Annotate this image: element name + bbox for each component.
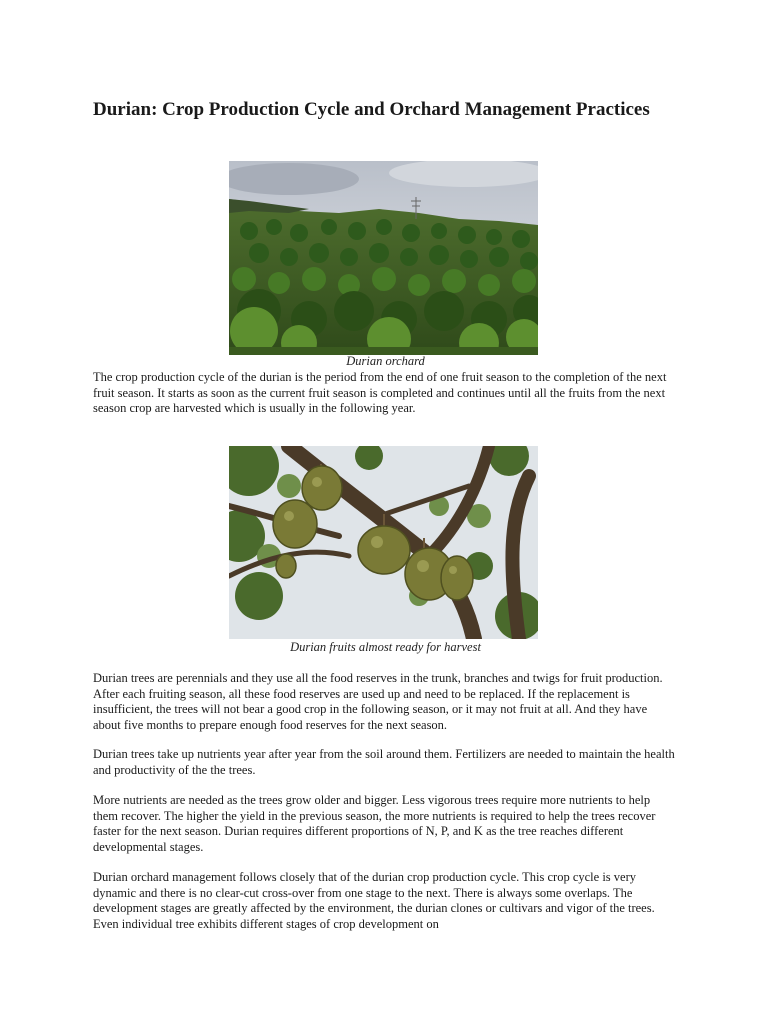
durian-fruits-photo — [229, 446, 538, 639]
document-header — [93, 98, 678, 121]
figure-caption-orchard: Durian orchard — [346, 354, 425, 368]
page-title: Durian: Crop Production Cycle and Orchard Management Practices — [93, 99, 650, 120]
paragraph-4: More nutrients are needed as the trees grow older and bigger. Less vigorous trees require more nutrients to help them recover. The higher the yield in the previous season, the more nutrients is required to help the trees recover faster for the next season. Durian requires different proportions of N, P, and K as the tree reaches different developmental stages. — [93, 793, 656, 854]
figure-orchard — [229, 161, 538, 355]
paragraph-5: Durian orchard management follows closely that of the durian crop production cycle. This crop cycle is very dynamic and there is no clear-cut cross-over from one stage to the next. There is always some overlaps. The development stages are greatly affected by the environment, the durian clones or cultivars and vigor of the trees. Even individual tree exhibits different stages of crop development on — [93, 870, 655, 931]
paragraph-1: The crop production cycle of the durian is the period from the end of one fruit season to the completion of the next fruit season. It starts as soon as the current fruit season is completed and continues until all the fruits from the next season crop are harvested which is usually in the following year. — [93, 370, 667, 415]
paragraph-2: Durian trees are perennials and they use all the food reserves in the trunk, branches and twigs for fruit production. After each fruiting season, all these food reserves are used up and need to be replaced. If the replacement is insufficient, the trees will not bear a good crop in the following season, or it may not fruit at all. And they have about five months to prepare enough food reserves for the next season. — [93, 671, 663, 732]
paragraph-3: Durian trees take up nutrients year after year from the soil around them. Fertilizers are needed to maintain the health and productivity of the the trees. — [93, 747, 675, 777]
figure-fruits — [229, 446, 538, 639]
figure-caption-fruits: Durian fruits almost ready for harvest — [290, 640, 481, 654]
orchard-photo — [229, 161, 538, 355]
